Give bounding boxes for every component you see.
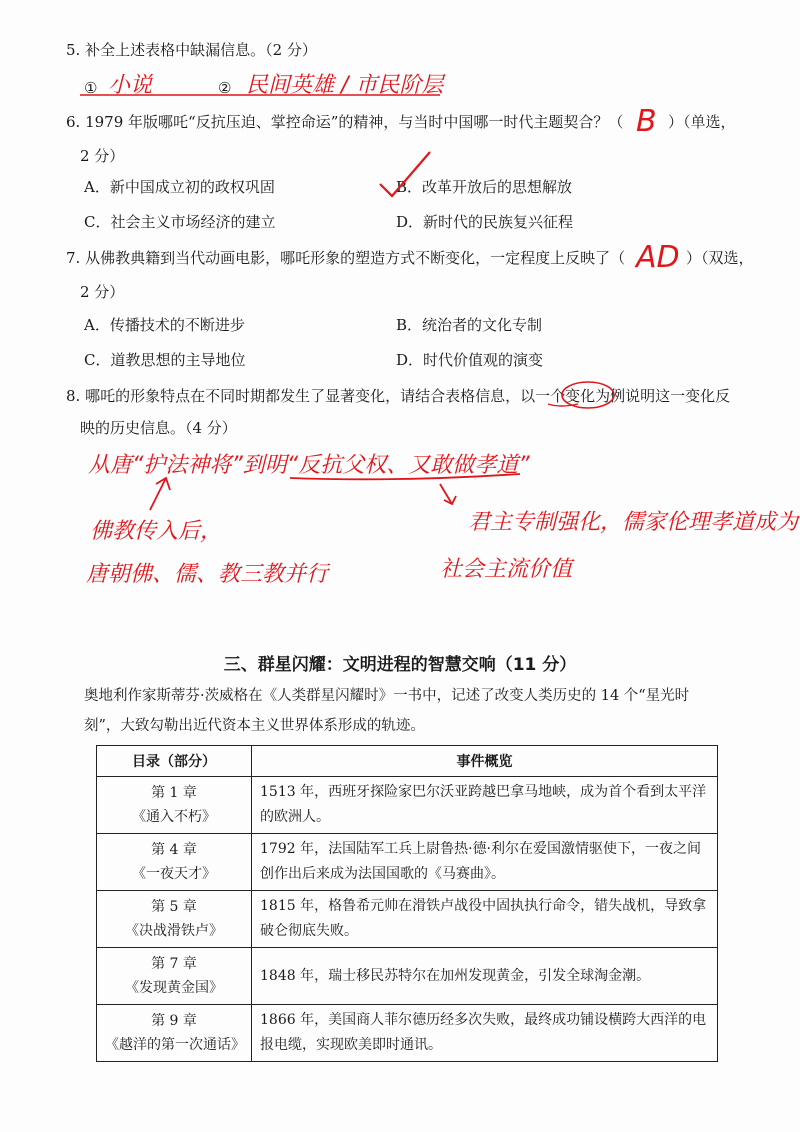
q8-handwriting-right1: 君主专制强化，儒家伦理孝道成为 bbox=[468, 510, 799, 535]
q7-text-tail: ）（双选， bbox=[686, 249, 754, 267]
table-header-chapter: 目录（部分） bbox=[97, 746, 252, 777]
chapter-number: 第 4 章 bbox=[151, 842, 197, 858]
arrow-down-icon bbox=[440, 484, 456, 504]
q8-handwriting-line1: 从唐“护法神将”到明“反抗父权、又敢做孝道” bbox=[88, 453, 530, 478]
q5-blank1-label: ① bbox=[84, 79, 98, 97]
q6-option-c: C．社会主义市场经济的建立 bbox=[84, 213, 276, 231]
q5-text: 5. 补全上述表格中缺漏信息。（2 分） bbox=[66, 41, 317, 59]
q6-answer-handwriting: B bbox=[636, 104, 657, 139]
q8-circle-mark bbox=[562, 382, 614, 408]
chapter-cell bbox=[97, 777, 252, 834]
chapter-cell bbox=[97, 891, 252, 948]
chapter-name: 《通入不朽》 bbox=[132, 809, 216, 825]
table-row bbox=[97, 948, 718, 1005]
event-text: 1513 年，西班牙探险家巴尔沃亚跨越巴拿马地峡，成为首个看到太平洋的欧洲人。 bbox=[260, 784, 707, 825]
q6-option-a: A．新中国成立初的政权巩固 bbox=[84, 178, 275, 196]
chapter-number: 第 1 章 bbox=[151, 785, 197, 801]
chapter-cell bbox=[97, 1005, 252, 1062]
q6-option-d: D．新时代的民族复兴征程 bbox=[396, 213, 574, 231]
event-text: 1866 年，美国商人菲尔德历经多次失败，最终成功铺设横跨大西洋的电报电缆，实现欧美即时通讯。 bbox=[260, 1012, 707, 1053]
chapter-name: 《决战滑铁卢》 bbox=[125, 923, 223, 939]
event-cell bbox=[252, 948, 718, 1005]
chapter-number: 第 7 章 bbox=[151, 956, 197, 972]
section3-intro-line2: 刻”，大致勾勒出近代资本主义世界体系形成的轨迹。 bbox=[84, 718, 425, 734]
q6-text-line1: 6. 1979 年版哪吒“反抗压迫、掌控命运”的精神，与当时中国哪一时代主题契合？（ bbox=[66, 113, 624, 131]
q8-handwriting-left2: 唐朝佛、儒、教三教并行 bbox=[86, 562, 329, 587]
q6-text-line2: 2 分） bbox=[80, 147, 125, 165]
event-cell bbox=[252, 891, 718, 948]
chapter-cell bbox=[97, 834, 252, 891]
event-text: 1848 年，瑞士移民苏特尔在加州发现黄金，引发全球淘金潮。 bbox=[260, 967, 651, 984]
arrow-up-icon bbox=[150, 478, 170, 510]
q7-option-a: A．传播技术的不断进步 bbox=[84, 316, 245, 334]
q8-handwriting-left1: 佛教传入后， bbox=[90, 519, 223, 544]
q6-text-tail: ）（单选， bbox=[668, 113, 736, 131]
table-row bbox=[97, 1005, 718, 1062]
q8-answer-underline bbox=[290, 474, 520, 479]
q7-option-d: D．时代价值观的演变 bbox=[396, 351, 544, 369]
section3-intro-line1: 奥地利作家斯蒂芬·茨威格在《人类群星闪耀时》一书中，记述了改变人类历史的 14 个“星光时 bbox=[84, 688, 690, 704]
q8-handwriting-right2: 社会主流价值 bbox=[440, 557, 573, 582]
q8-text-line2: 映的历史信息。（4 分） bbox=[80, 419, 237, 437]
event-cell bbox=[252, 1005, 718, 1062]
table-header-row bbox=[97, 746, 718, 777]
chapter-name: 《一夜天才》 bbox=[132, 866, 216, 882]
table-row bbox=[97, 777, 718, 834]
q5-blank2-label: ② bbox=[218, 79, 232, 97]
chapter-number: 第 9 章 bbox=[151, 1013, 197, 1029]
events-table bbox=[96, 745, 718, 1062]
q7-option-c: C．道教思想的主导地位 bbox=[84, 351, 246, 369]
q5-answer2-handwriting: 民间英雄 / 市民阶层 bbox=[246, 73, 444, 98]
table-row bbox=[97, 834, 718, 891]
chapter-name: 《发现黄金国》 bbox=[125, 980, 223, 996]
event-cell bbox=[252, 834, 718, 891]
chapter-cell bbox=[97, 948, 252, 1005]
q7-text-line1: 7. 从佛教典籍到当代动画电影，哪吒形象的塑造方式不断变化，一定程度上反映了（ bbox=[66, 249, 626, 267]
table-header-event: 事件概览 bbox=[252, 746, 718, 777]
q5-answer1-handwriting: 小说 bbox=[108, 73, 153, 98]
q8-text-line1: 8. 哪吒的形象特点在不同时期都发生了显著变化，请结合表格信息，以一个变化为例说明这一变化反 bbox=[66, 387, 731, 405]
event-text: 1792 年，法国陆军工兵上尉鲁热·德·利尔在爱国激情驱使下，一夜之间创作出后来成为法国国歌的《马赛曲》。 bbox=[260, 841, 701, 882]
q7-answer-handwriting: AD bbox=[636, 240, 680, 275]
table-row bbox=[97, 891, 718, 948]
q7-option-b: B．统治者的文化专制 bbox=[396, 316, 543, 334]
event-text: 1815 年，格鲁希元帅在滑铁卢战役中固执执行命令，错失战机，导致拿破仑彻底失败。 bbox=[260, 898, 707, 939]
event-cell bbox=[252, 777, 718, 834]
q7-text-line2: 2 分） bbox=[80, 283, 125, 301]
section3-title: 三、群星闪耀：文明进程的智慧交响（11 分） bbox=[223, 655, 577, 675]
chapter-number: 第 5 章 bbox=[151, 899, 197, 915]
q6-option-b: B．改革开放后的思想解放 bbox=[396, 178, 573, 196]
chapter-name: 《越洋的第一次通话》 bbox=[105, 1037, 245, 1053]
q6-checkmark-icon bbox=[380, 152, 430, 196]
